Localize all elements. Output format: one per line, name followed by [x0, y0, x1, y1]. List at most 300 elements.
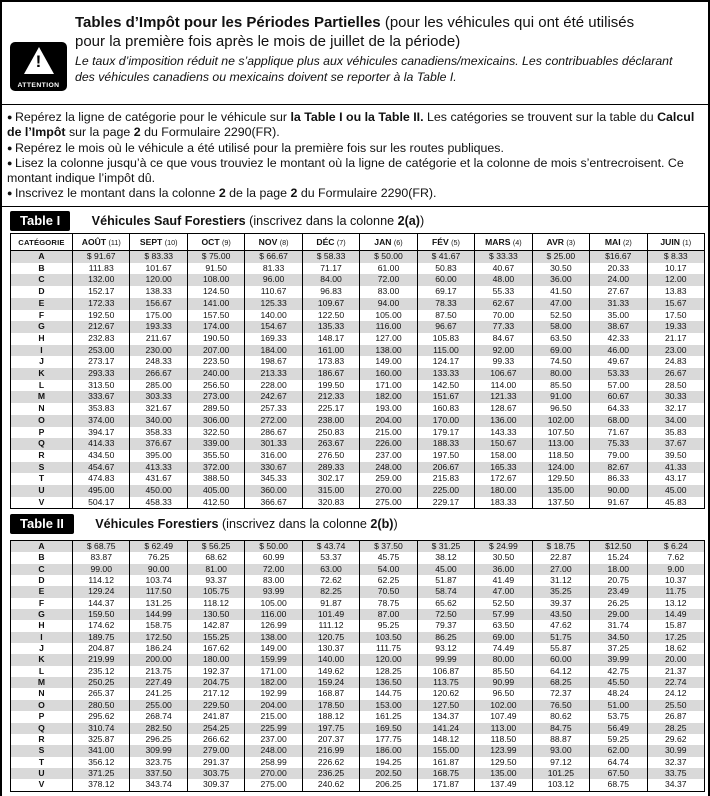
amount-cell: 171.87: [417, 779, 474, 791]
amount-cell: 275.00: [360, 497, 417, 509]
amount-cell: 111.12: [302, 620, 359, 631]
amount-cell: 120.62: [417, 688, 474, 699]
amount-cell: 135.33: [302, 321, 359, 333]
amount-cell: 225.99: [245, 723, 302, 734]
amount-cell: 129.24: [73, 586, 130, 597]
category-cell: T: [11, 473, 73, 485]
amount-cell: 157.50: [187, 310, 244, 322]
amount-cell: 23.49: [590, 586, 647, 597]
amount-cell: 42.33: [590, 333, 647, 345]
amount-cell: 226.62: [302, 757, 359, 768]
table-row: [11, 473, 705, 485]
amount-cell: 27.67: [590, 286, 647, 298]
amount-cell: 91.50: [187, 263, 244, 275]
amount-cell: $ 56.25: [187, 541, 244, 553]
amount-cell: 144.37: [73, 598, 130, 609]
amount-cell: 58.00: [532, 321, 589, 333]
amount-cell: $16.67: [590, 251, 647, 263]
category-cell: J: [11, 356, 73, 368]
amount-cell: $ 66.67: [245, 251, 302, 263]
amount-cell: 323.75: [130, 757, 187, 768]
amount-cell: 241.87: [187, 711, 244, 722]
instruction-item: ● Repérez le mois où le véhicule a été utilisé pour la première fois sur les routes publiques.: [7, 140, 504, 155]
amount-cell: 372.00: [187, 462, 244, 474]
amount-cell: 116.00: [245, 609, 302, 620]
amount-cell: 315.00: [302, 485, 359, 497]
table-row: [11, 575, 705, 586]
amount-cell: 37.25: [590, 643, 647, 654]
amount-cell: 36.00: [475, 564, 532, 575]
amount-cell: 25.50: [647, 700, 704, 711]
amount-cell: 18.00: [590, 564, 647, 575]
table-row: [11, 654, 705, 665]
amount-cell: 37.67: [647, 438, 704, 450]
amount-cell: 88.87: [532, 734, 589, 745]
amount-cell: 228.00: [245, 380, 302, 392]
amount-cell: 135.00: [475, 768, 532, 779]
amount-cell: 108.00: [187, 274, 244, 286]
amount-cell: 10.37: [647, 575, 704, 586]
category-column-header: CATÉGORIE: [11, 234, 73, 251]
amount-cell: 152.17: [73, 286, 130, 298]
amount-cell: 80.00: [532, 368, 589, 380]
amount-cell: 21.37: [647, 666, 704, 677]
amount-cell: $ 8.33: [647, 251, 704, 263]
amount-cell: 161.25: [360, 711, 417, 722]
amount-cell: 431.67: [130, 473, 187, 485]
amount-cell: 279.00: [187, 745, 244, 756]
amount-cell: 105.83: [417, 333, 474, 345]
amount-cell: 165.33: [475, 462, 532, 474]
amount-cell: 266.62: [187, 734, 244, 745]
amount-cell: 154.67: [245, 321, 302, 333]
amount-cell: 155.25: [187, 632, 244, 643]
amount-cell: 207.37: [302, 734, 359, 745]
amount-cell: 356.12: [73, 757, 130, 768]
amount-cell: 70.50: [360, 586, 417, 597]
amount-cell: 94.00: [360, 298, 417, 310]
amount-cell: 68.62: [187, 552, 244, 563]
table-row: [11, 333, 705, 345]
amount-cell: 111.75: [360, 643, 417, 654]
amount-cell: 96.67: [417, 321, 474, 333]
amount-cell: 82.67: [590, 462, 647, 474]
amount-cell: 227.49: [130, 677, 187, 688]
amount-cell: 273.00: [187, 391, 244, 403]
table-row: [11, 688, 705, 699]
amount-cell: 330.67: [245, 462, 302, 474]
amount-cell: 138.00: [360, 345, 417, 357]
category-cell: O: [11, 415, 73, 427]
amount-cell: 188.12: [302, 711, 359, 722]
table-row: [11, 403, 705, 415]
amount-cell: 11.75: [647, 586, 704, 597]
table-header-row: [11, 234, 705, 251]
table-row: [11, 462, 705, 474]
amount-cell: 388.50: [187, 473, 244, 485]
amount-cell: 54.00: [360, 564, 417, 575]
bullet-icon: ●: [7, 188, 15, 199]
amount-cell: 217.12: [187, 688, 244, 699]
amount-cell: 76.25: [130, 552, 187, 563]
amount-cell: 321.67: [130, 403, 187, 415]
amount-cell: 137.49: [475, 779, 532, 791]
amount-cell: 67.50: [590, 768, 647, 779]
amount-cell: 96.83: [302, 286, 359, 298]
amount-cell: 26.25: [590, 598, 647, 609]
amount-cell: 124.17: [417, 356, 474, 368]
table2-section-header: [10, 514, 398, 534]
amount-cell: 124.00: [532, 462, 589, 474]
attention-label: ATTENTION: [17, 82, 60, 89]
amount-cell: 74.50: [532, 356, 589, 368]
amount-cell: 353.83: [73, 403, 130, 415]
category-cell: M: [11, 677, 73, 688]
amount-cell: 34.37: [647, 779, 704, 791]
amount-cell: 63.50: [532, 333, 589, 345]
amount-cell: 184.00: [245, 345, 302, 357]
amount-cell: 114.00: [475, 380, 532, 392]
amount-cell: 225.17: [302, 403, 359, 415]
month-column-header: MAI (2): [590, 234, 647, 251]
category-cell: N: [11, 688, 73, 699]
amount-cell: 101.49: [302, 609, 359, 620]
amount-cell: 14.49: [647, 609, 704, 620]
amount-cell: 46.00: [590, 345, 647, 357]
amount-cell: 189.75: [73, 632, 130, 643]
table-row: [11, 734, 705, 745]
amount-cell: 180.00: [187, 654, 244, 665]
amount-cell: 84.75: [532, 723, 589, 734]
amount-cell: 91.87: [302, 598, 359, 609]
amount-cell: 172.33: [73, 298, 130, 310]
amount-cell: 254.25: [187, 723, 244, 734]
table-row: [11, 723, 705, 734]
amount-cell: 200.00: [130, 654, 187, 665]
amount-cell: $ 18.75: [532, 541, 589, 553]
amount-cell: 235.12: [73, 666, 130, 677]
amount-cell: 192.50: [73, 310, 130, 322]
bullet-icon: ●: [7, 157, 15, 168]
amount-cell: 167.62: [187, 643, 244, 654]
amount-cell: 306.00: [187, 415, 244, 427]
category-cell: G: [11, 321, 73, 333]
amount-cell: 29.62: [647, 734, 704, 745]
amount-cell: $ 41.67: [417, 251, 474, 263]
amount-cell: 232.83: [73, 333, 130, 345]
table1-badge: Table I: [10, 211, 70, 231]
amount-cell: 276.50: [302, 450, 359, 462]
category-cell: N: [11, 403, 73, 415]
amount-cell: 376.67: [130, 438, 187, 450]
amount-cell: 266.67: [130, 368, 187, 380]
amount-cell: 9.00: [647, 564, 704, 575]
amount-cell: 182.00: [360, 391, 417, 403]
amount-cell: 178.50: [302, 700, 359, 711]
amount-cell: 213.33: [245, 368, 302, 380]
amount-cell: 320.83: [302, 497, 359, 509]
month-column-header: AVR (3): [532, 234, 589, 251]
amount-cell: 204.00: [360, 415, 417, 427]
table-row: [11, 586, 705, 597]
amount-cell: 169.33: [245, 333, 302, 345]
page-title-subtitle: (pour les véhicules qui ont été utilisés pour la première fois après le mois de juillet de la période): [75, 14, 635, 50]
amount-cell: 79.37: [417, 620, 474, 631]
amount-cell: 240.62: [302, 779, 359, 791]
amount-cell: 43.17: [647, 473, 704, 485]
amount-cell: 22.74: [647, 677, 704, 688]
table-row: [11, 298, 705, 310]
table1-vehicules-sauf-forestiers: [10, 233, 705, 509]
amount-cell: 173.83: [302, 356, 359, 368]
amount-cell: 127.50: [417, 700, 474, 711]
category-cell: L: [11, 380, 73, 392]
category-cell: S: [11, 745, 73, 756]
amount-cell: 293.33: [73, 368, 130, 380]
amount-cell: 405.00: [187, 485, 244, 497]
amount-cell: 68.25: [532, 677, 589, 688]
amount-cell: 105.00: [245, 598, 302, 609]
amount-cell: 109.67: [302, 298, 359, 310]
amount-cell: 113.00: [532, 438, 589, 450]
amount-cell: 35.00: [590, 310, 647, 322]
amount-cell: 78.33: [417, 298, 474, 310]
amount-cell: 20.33: [590, 263, 647, 275]
amount-cell: 275.00: [245, 779, 302, 791]
amount-cell: 51.00: [590, 700, 647, 711]
amount-cell: 137.50: [532, 497, 589, 509]
amount-cell: 17.25: [647, 632, 704, 643]
instruction-item: ● Repérez la ligne de catégorie pour le véhicule sur la Table I ou la Table II. Les catégories se trouvent sur la table du Calcul de l’Impôt sur la page 2 du Formulaire 2290(FR).: [7, 110, 695, 140]
amount-cell: 78.75: [360, 598, 417, 609]
table-row: [11, 415, 705, 427]
amount-cell: 295.62: [73, 711, 130, 722]
amount-cell: 64.74: [590, 757, 647, 768]
amount-cell: 237.00: [245, 734, 302, 745]
amount-cell: 74.49: [475, 643, 532, 654]
category-cell: P: [11, 427, 73, 439]
amount-cell: $ 24.99: [475, 541, 532, 553]
amount-cell: 52.50: [532, 310, 589, 322]
table2-vehicules-forestiers: [10, 540, 705, 792]
amount-cell: 169.50: [360, 723, 417, 734]
table-row: [11, 711, 705, 722]
amount-cell: 132.00: [73, 274, 130, 286]
amount-cell: 458.33: [130, 497, 187, 509]
page-title: [75, 13, 663, 51]
amount-cell: 216.99: [302, 745, 359, 756]
amount-cell: 230.00: [130, 345, 187, 357]
amount-cell: 343.74: [130, 779, 187, 791]
amount-cell: 204.00: [245, 700, 302, 711]
amount-cell: $ 6.24: [647, 541, 704, 553]
amount-cell: $ 50.00: [360, 251, 417, 263]
amount-cell: 140.00: [302, 654, 359, 665]
amount-cell: $ 68.75: [73, 541, 130, 553]
amount-cell: 258.99: [245, 757, 302, 768]
amount-cell: 62.25: [360, 575, 417, 586]
amount-cell: 32.17: [647, 403, 704, 415]
amount-cell: 91.00: [532, 391, 589, 403]
amount-cell: 10.17: [647, 263, 704, 275]
amount-cell: 204.75: [187, 677, 244, 688]
amount-cell: 255.00: [130, 700, 187, 711]
amount-cell: 85.50: [475, 666, 532, 677]
amount-cell: 41.33: [647, 462, 704, 474]
amount-cell: $12.50: [590, 541, 647, 553]
amount-cell: 144.75: [360, 688, 417, 699]
amount-cell: $ 50.00: [245, 541, 302, 553]
amount-cell: 135.00: [532, 485, 589, 497]
amount-cell: 70.00: [475, 310, 532, 322]
amount-cell: $ 43.74: [302, 541, 359, 553]
amount-cell: 474.83: [73, 473, 130, 485]
amount-cell: 31.74: [590, 620, 647, 631]
amount-cell: 134.37: [417, 711, 474, 722]
amount-cell: 117.50: [130, 586, 187, 597]
amount-cell: 289.50: [187, 403, 244, 415]
amount-cell: 225.00: [417, 485, 474, 497]
category-cell: L: [11, 666, 73, 677]
amount-cell: 101.67: [130, 263, 187, 275]
amount-cell: 47.00: [475, 586, 532, 597]
amount-cell: 282.50: [130, 723, 187, 734]
amount-cell: 160.83: [417, 403, 474, 415]
amount-cell: 107.49: [475, 711, 532, 722]
amount-cell: $ 37.50: [360, 541, 417, 553]
category-cell: T: [11, 757, 73, 768]
attention-icon: [10, 42, 67, 91]
amount-cell: 39.99: [590, 654, 647, 665]
amount-cell: 80.00: [475, 654, 532, 665]
amount-cell: 50.83: [417, 263, 474, 275]
category-cell: U: [11, 485, 73, 497]
table-row: [11, 609, 705, 620]
amount-cell: 43.50: [532, 609, 589, 620]
amount-cell: 412.50: [187, 497, 244, 509]
amount-cell: 198.67: [245, 356, 302, 368]
amount-cell: 131.25: [130, 598, 187, 609]
category-cell: P: [11, 711, 73, 722]
amount-cell: 325.87: [73, 734, 130, 745]
table-row: [11, 757, 705, 768]
amount-cell: 96.50: [475, 688, 532, 699]
amount-cell: 339.00: [187, 438, 244, 450]
amount-cell: 90.00: [130, 564, 187, 575]
amount-cell: 289.33: [302, 462, 359, 474]
amount-cell: 79.00: [590, 450, 647, 462]
table1-section-header: [10, 211, 424, 231]
amount-cell: 56.49: [590, 723, 647, 734]
table-row: [11, 368, 705, 380]
amount-cell: 38.67: [590, 321, 647, 333]
amount-cell: 28.50: [647, 380, 704, 392]
category-cell: A: [11, 251, 73, 263]
amount-cell: 15.24: [590, 552, 647, 563]
table-row: [11, 380, 705, 392]
amount-cell: 174.00: [187, 321, 244, 333]
amount-cell: 345.33: [245, 473, 302, 485]
amount-cell: 102.00: [532, 415, 589, 427]
amount-cell: 101.25: [532, 768, 589, 779]
amount-cell: 241.25: [130, 688, 187, 699]
amount-cell: 96.50: [532, 403, 589, 415]
table-row: [11, 391, 705, 403]
amount-cell: 149.62: [302, 666, 359, 677]
amount-cell: 64.12: [532, 666, 589, 677]
amount-cell: 158.00: [475, 450, 532, 462]
amount-cell: 24.00: [590, 274, 647, 286]
amount-cell: 45.00: [417, 564, 474, 575]
amount-cell: 192.99: [245, 688, 302, 699]
amount-cell: 41.50: [532, 286, 589, 298]
amount-cell: 29.00: [590, 609, 647, 620]
amount-cell: 71.67: [590, 427, 647, 439]
amount-cell: 76.50: [532, 700, 589, 711]
amount-cell: 340.00: [130, 415, 187, 427]
amount-cell: 206.25: [360, 779, 417, 791]
amount-cell: 371.25: [73, 768, 130, 779]
amount-cell: 22.87: [532, 552, 589, 563]
category-cell: R: [11, 450, 73, 462]
amount-cell: 105.75: [187, 586, 244, 597]
amount-cell: 110.67: [245, 286, 302, 298]
amount-cell: $ 25.00: [532, 251, 589, 263]
amount-cell: 159.50: [73, 609, 130, 620]
amount-cell: 199.50: [302, 380, 359, 392]
amount-cell: 84.67: [475, 333, 532, 345]
amount-cell: 63.00: [302, 564, 359, 575]
amount-cell: 303.75: [187, 768, 244, 779]
amount-cell: 395.00: [130, 450, 187, 462]
amount-cell: 127.00: [360, 333, 417, 345]
amount-cell: 123.99: [475, 745, 532, 756]
amount-cell: 91.67: [590, 497, 647, 509]
category-cell: H: [11, 333, 73, 345]
amount-cell: 161.87: [417, 757, 474, 768]
amount-cell: 193.00: [360, 403, 417, 415]
amount-cell: 51.87: [417, 575, 474, 586]
amount-cell: 310.74: [73, 723, 130, 734]
amount-cell: 118.50: [532, 450, 589, 462]
amount-cell: 168.87: [302, 688, 359, 699]
amount-cell: 197.75: [302, 723, 359, 734]
amount-cell: 171.00: [245, 666, 302, 677]
category-cell: O: [11, 700, 73, 711]
amount-cell: 62.00: [590, 745, 647, 756]
amount-cell: 240.00: [187, 368, 244, 380]
amount-cell: 148.12: [417, 734, 474, 745]
amount-cell: 190.50: [187, 333, 244, 345]
amount-cell: 142.87: [187, 620, 244, 631]
amount-cell: 99.33: [475, 356, 532, 368]
amount-cell: 23.00: [647, 345, 704, 357]
amount-cell: 80.62: [532, 711, 589, 722]
amount-cell: $ 58.33: [302, 251, 359, 263]
amount-cell: 149.00: [360, 356, 417, 368]
amount-cell: 64.33: [590, 403, 647, 415]
page-title-main: Tables d’Impôt pour les Périodes Partielles: [75, 14, 381, 31]
amount-cell: 366.67: [245, 497, 302, 509]
amount-cell: 313.50: [73, 380, 130, 392]
table2-badge: Table II: [10, 514, 74, 534]
amount-cell: 144.99: [130, 609, 187, 620]
table-row: [11, 643, 705, 654]
amount-cell: 129.50: [475, 757, 532, 768]
amount-cell: 34.50: [590, 632, 647, 643]
amount-cell: 72.50: [417, 609, 474, 620]
amount-cell: 87.50: [417, 310, 474, 322]
